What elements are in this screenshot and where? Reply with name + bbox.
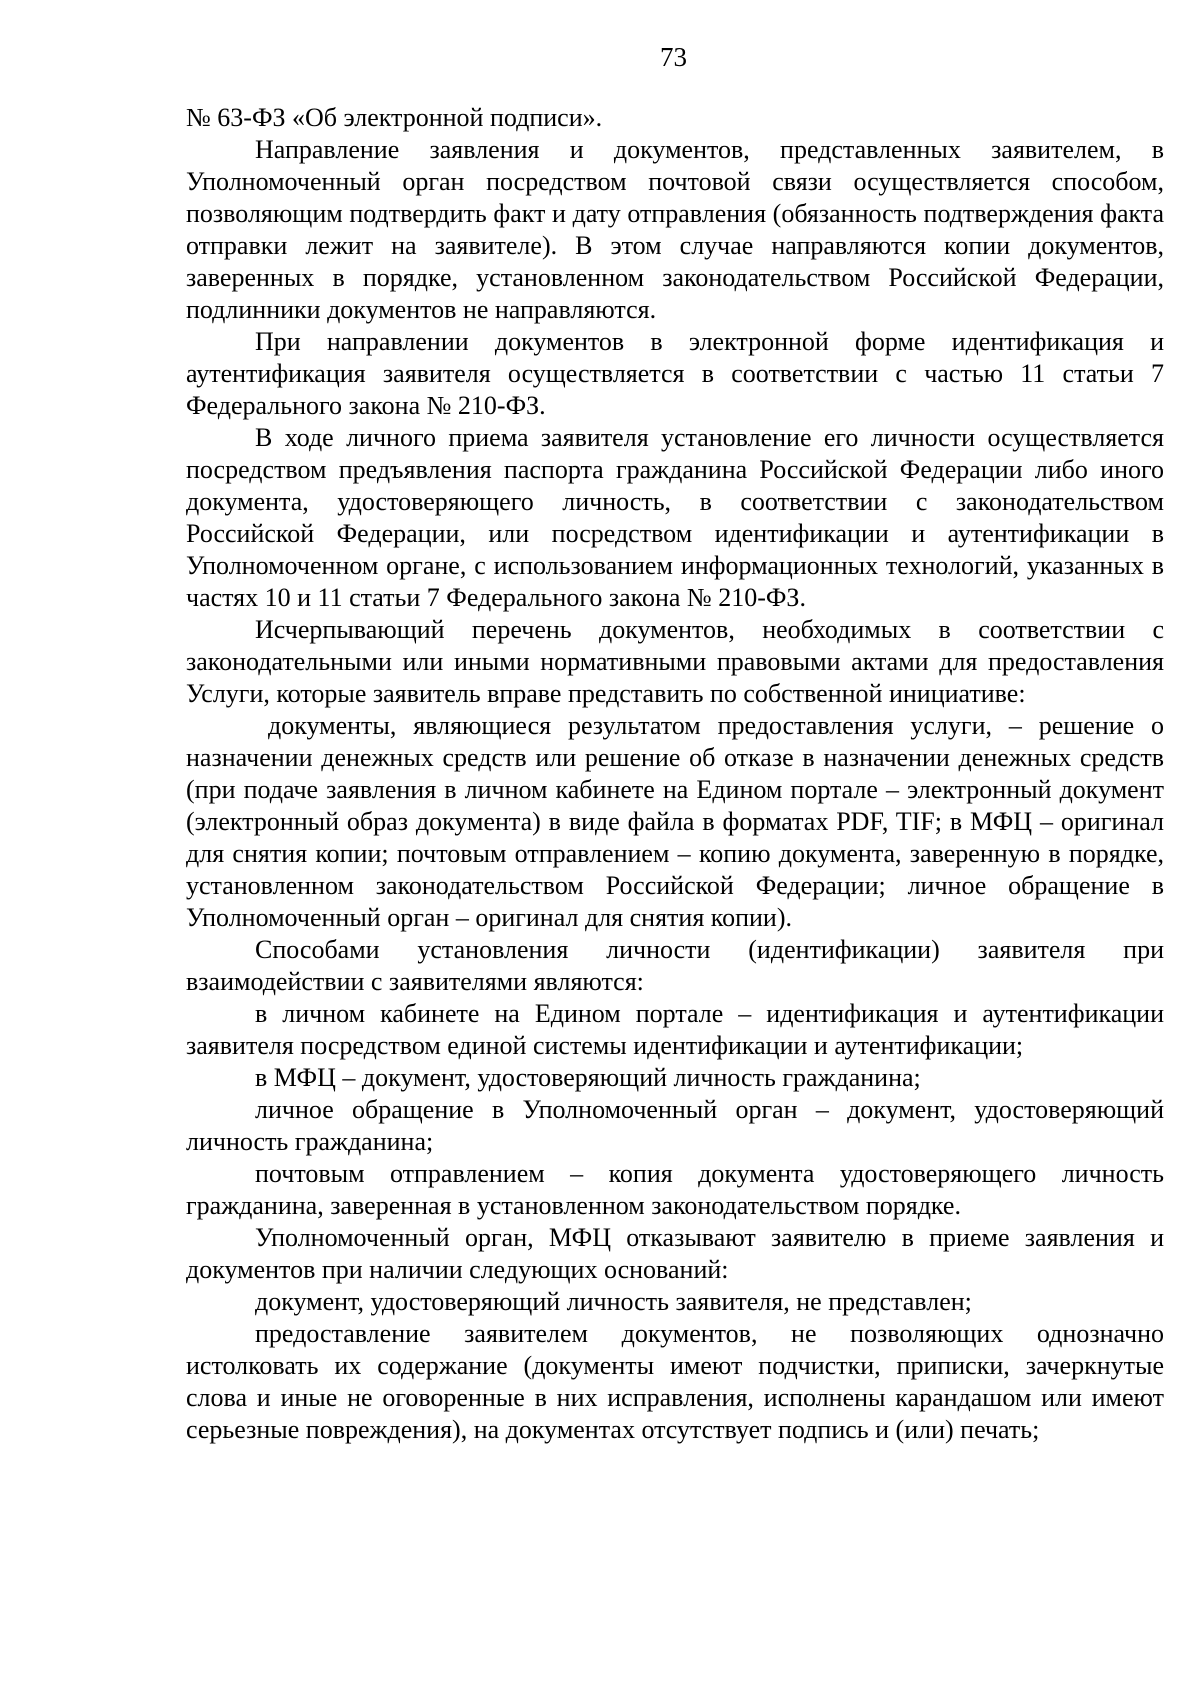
list-item-personal-visit: личное обращение в Уполномоченный орган – документ, удостоверяющий личность гражданина; [186,1095,1164,1156]
paragraph-electronic-identification: При направлении документов в электронной форме идентификация и аутентификация заявителя осуществляется в соответствии с частью 11 статьи 7 Федерального закона № 210-ФЗ. [186,327,1164,420]
document-body [186,102,1164,1446]
page-number: 73 [660,42,687,72]
list-item-mfc: в МФЦ – документ, удостоверяющий личность гражданина; [255,1063,921,1092]
list-item-postal: почтовым отправлением – копия документа удостоверяющего личность гражданина, заверенная в установленном законодательством порядке. [186,1159,1164,1220]
list-item-no-identity-document: документ, удостоверяющий личность заявителя, не представлен; [255,1287,972,1316]
paragraph-law-reference: № 63-ФЗ «Об электронной подписи». [186,103,603,132]
paragraph-identification-methods: Способами установления личности (идентификации) заявителя при взаимодействии с заявителями являются: [186,935,1164,996]
paragraph-refusal-grounds: Уполномоченный орган, МФЦ отказывают заявителю в приеме заявления и документов при наличии следующих оснований: [186,1223,1164,1284]
paragraph-personal-reception: В ходе личного приема заявителя установление его личности осуществляется посредством предъявления паспорта гражданина Российской Федерации либо иного документа, удостоверяющего личность, в соответствии с законодательством Российской Федерации, или посредством идентификации и аутентификации в Уполномоченном органе, с использованием информационных технологий, указанных в частях 10 и 11 статьи 7 Федерального закона № 210-ФЗ. [186,423,1164,612]
paragraph-documents-list-intro: Исчерпывающий перечень документов, необходимых в соответствии с законодательными или иными нормативными правовыми актами для предоставления Услуги, которые заявитель вправе представить по собственной инициативе: [186,615,1164,708]
paragraph-service-result-documents: документы, являющиеся результатом предоставления услуги, – решение о назначении денежных средств или решение об отказе в назначении денежных средств (при подаче заявления в личном кабинете на Едином портале – электронный документ (электронный образ документа) в виде файла в форматах PDF, TIF; в МФЦ – оригинал для снятия копии; почтовым отправлением – копию документа, заверенную в порядке, установленном законодательством Российской Федерации; личное обращение в Уполномоченный орган – оригинал для снятия копии). [186,711,1164,932]
list-item-ambiguous-documents: предоставление заявителем документов, не позволяющих однозначно истолковать их содержание (документы имеют подчистки, приписки, зачеркнутые слова и иные не оговоренные в них исправления, исполнены карандашом или имеют серьезные повреждения), на документах отсутствует подпись и (или) печать; [186,1319,1164,1444]
paragraph-postal-submission: Направление заявления и документов, представленных заявителем, в Уполномоченный орган посредством почтовой связи осуществляется способом, позволяющим подтвердить факт и дату отправления (обязанность подтверждения факта отправки лежит на заявителе). В этом случае направляются копии документов, заверенных в порядке, установленном законодательством Российской Федерации, подлинники документов не направляются. [186,135,1164,324]
list-item-unified-portal: в личном кабинете на Едином портале – идентификация и аутентификации заявителя посредством единой системы идентификации и аутентификации; [186,999,1164,1060]
